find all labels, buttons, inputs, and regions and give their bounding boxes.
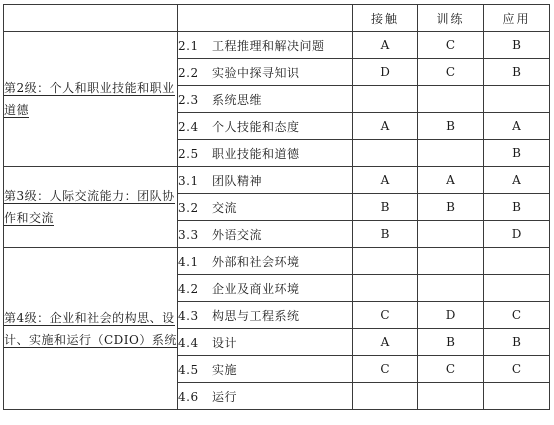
contact-level-cell: D [353,59,418,86]
item-number: 3.2 [178,200,199,215]
item-number: 2.4 [178,119,199,134]
contact-level-cell: C [353,356,418,383]
training-level-cell: A [418,167,484,194]
item-label: 工程推理和解决问题 [212,38,325,53]
item-cell [178,167,353,194]
item-cell [178,248,353,275]
training-level-cell [418,221,484,248]
header-blank-category [4,5,178,32]
item-label: 团队精神 [212,173,263,188]
item-cell [178,356,353,383]
contact-level-cell: A [353,113,418,140]
item-label: 系统思维 [212,92,263,107]
contact-level-cell: A [353,167,418,194]
contact-level-cell [353,383,418,410]
item-cell [178,140,353,167]
contact-level-cell: A [353,329,418,356]
application-level-cell: A [484,167,550,194]
application-level-cell [484,383,550,410]
item-label: 职业技能和道德 [212,146,300,161]
application-level-cell: B [484,59,550,86]
cdio-competency-table [3,4,550,410]
category-label: 第2级：个人和职业技能和职业道德 [4,81,175,117]
item-label: 企业及商业环境 [212,281,300,296]
header-contact: 接触 [353,5,418,32]
header-training: 训练 [418,5,484,32]
item-cell [178,302,353,329]
item-number: 4.5 [178,362,199,377]
application-level-cell: B [484,329,550,356]
item-number: 2.2 [178,65,199,80]
contact-level-cell [353,86,418,113]
item-label: 运行 [212,389,238,404]
category-label: 第3级：人际交流能力：团队协作和交流 [4,189,175,225]
item-cell [178,113,353,140]
item-label: 个人技能和态度 [212,119,300,134]
application-level-cell: A [484,113,550,140]
application-level-cell: B [484,194,550,221]
item-number: 2.5 [178,146,199,161]
table-row [4,32,550,59]
training-level-cell: C [418,32,484,59]
training-level-cell: B [418,329,484,356]
item-number: 4.1 [178,254,199,269]
contact-level-cell: C [353,302,418,329]
category-cell [4,32,178,167]
item-label: 外语交流 [212,227,263,242]
contact-level-cell [353,275,418,302]
training-level-cell [418,140,484,167]
item-label: 设计 [212,335,238,350]
table-row [4,248,550,275]
item-label: 外部和社会环境 [212,254,300,269]
application-level-cell: D [484,221,550,248]
application-level-cell [484,275,550,302]
contact-level-cell: A [353,32,418,59]
item-cell [178,32,353,59]
header-blank-item [178,5,353,32]
item-label: 构思与工程系统 [212,308,300,323]
training-level-cell [418,275,484,302]
item-cell [178,194,353,221]
application-level-cell: B [484,32,550,59]
category-cell [4,248,178,410]
contact-level-cell [353,248,418,275]
application-level-cell: B [484,140,550,167]
item-cell [178,221,353,248]
contact-level-cell: B [353,194,418,221]
item-number: 4.4 [178,335,199,350]
item-cell [178,329,353,356]
category-label: 第4级：企业和社会的构思、设计、实施和运行（CDIO）系统 [4,310,177,347]
training-level-cell: C [418,356,484,383]
training-level-cell [418,248,484,275]
application-level-cell [484,248,550,275]
item-number: 2.1 [178,38,199,53]
item-number: 3.3 [178,227,199,242]
item-label: 实验中探寻知识 [212,65,300,80]
header-application: 应用 [484,5,550,32]
item-number: 4.3 [178,308,199,323]
training-level-cell: D [418,302,484,329]
application-level-cell [484,86,550,113]
training-level-cell: B [418,113,484,140]
item-cell [178,59,353,86]
table-row [4,167,550,194]
application-level-cell: C [484,356,550,383]
item-cell [178,275,353,302]
application-level-cell: C [484,302,550,329]
item-cell [178,383,353,410]
item-cell [178,86,353,113]
contact-level-cell [353,140,418,167]
training-level-cell [418,383,484,410]
training-level-cell [418,86,484,113]
item-number: 3.1 [178,173,199,188]
contact-level-cell: B [353,221,418,248]
category-cell [4,167,178,248]
table-body [4,5,550,410]
item-label: 交流 [212,200,238,215]
training-level-cell: B [418,194,484,221]
item-label: 实施 [212,362,238,377]
item-number: 4.2 [178,281,199,296]
item-number: 2.3 [178,92,199,107]
item-number: 4.6 [178,389,199,404]
training-level-cell: C [418,59,484,86]
header-row [4,5,550,32]
